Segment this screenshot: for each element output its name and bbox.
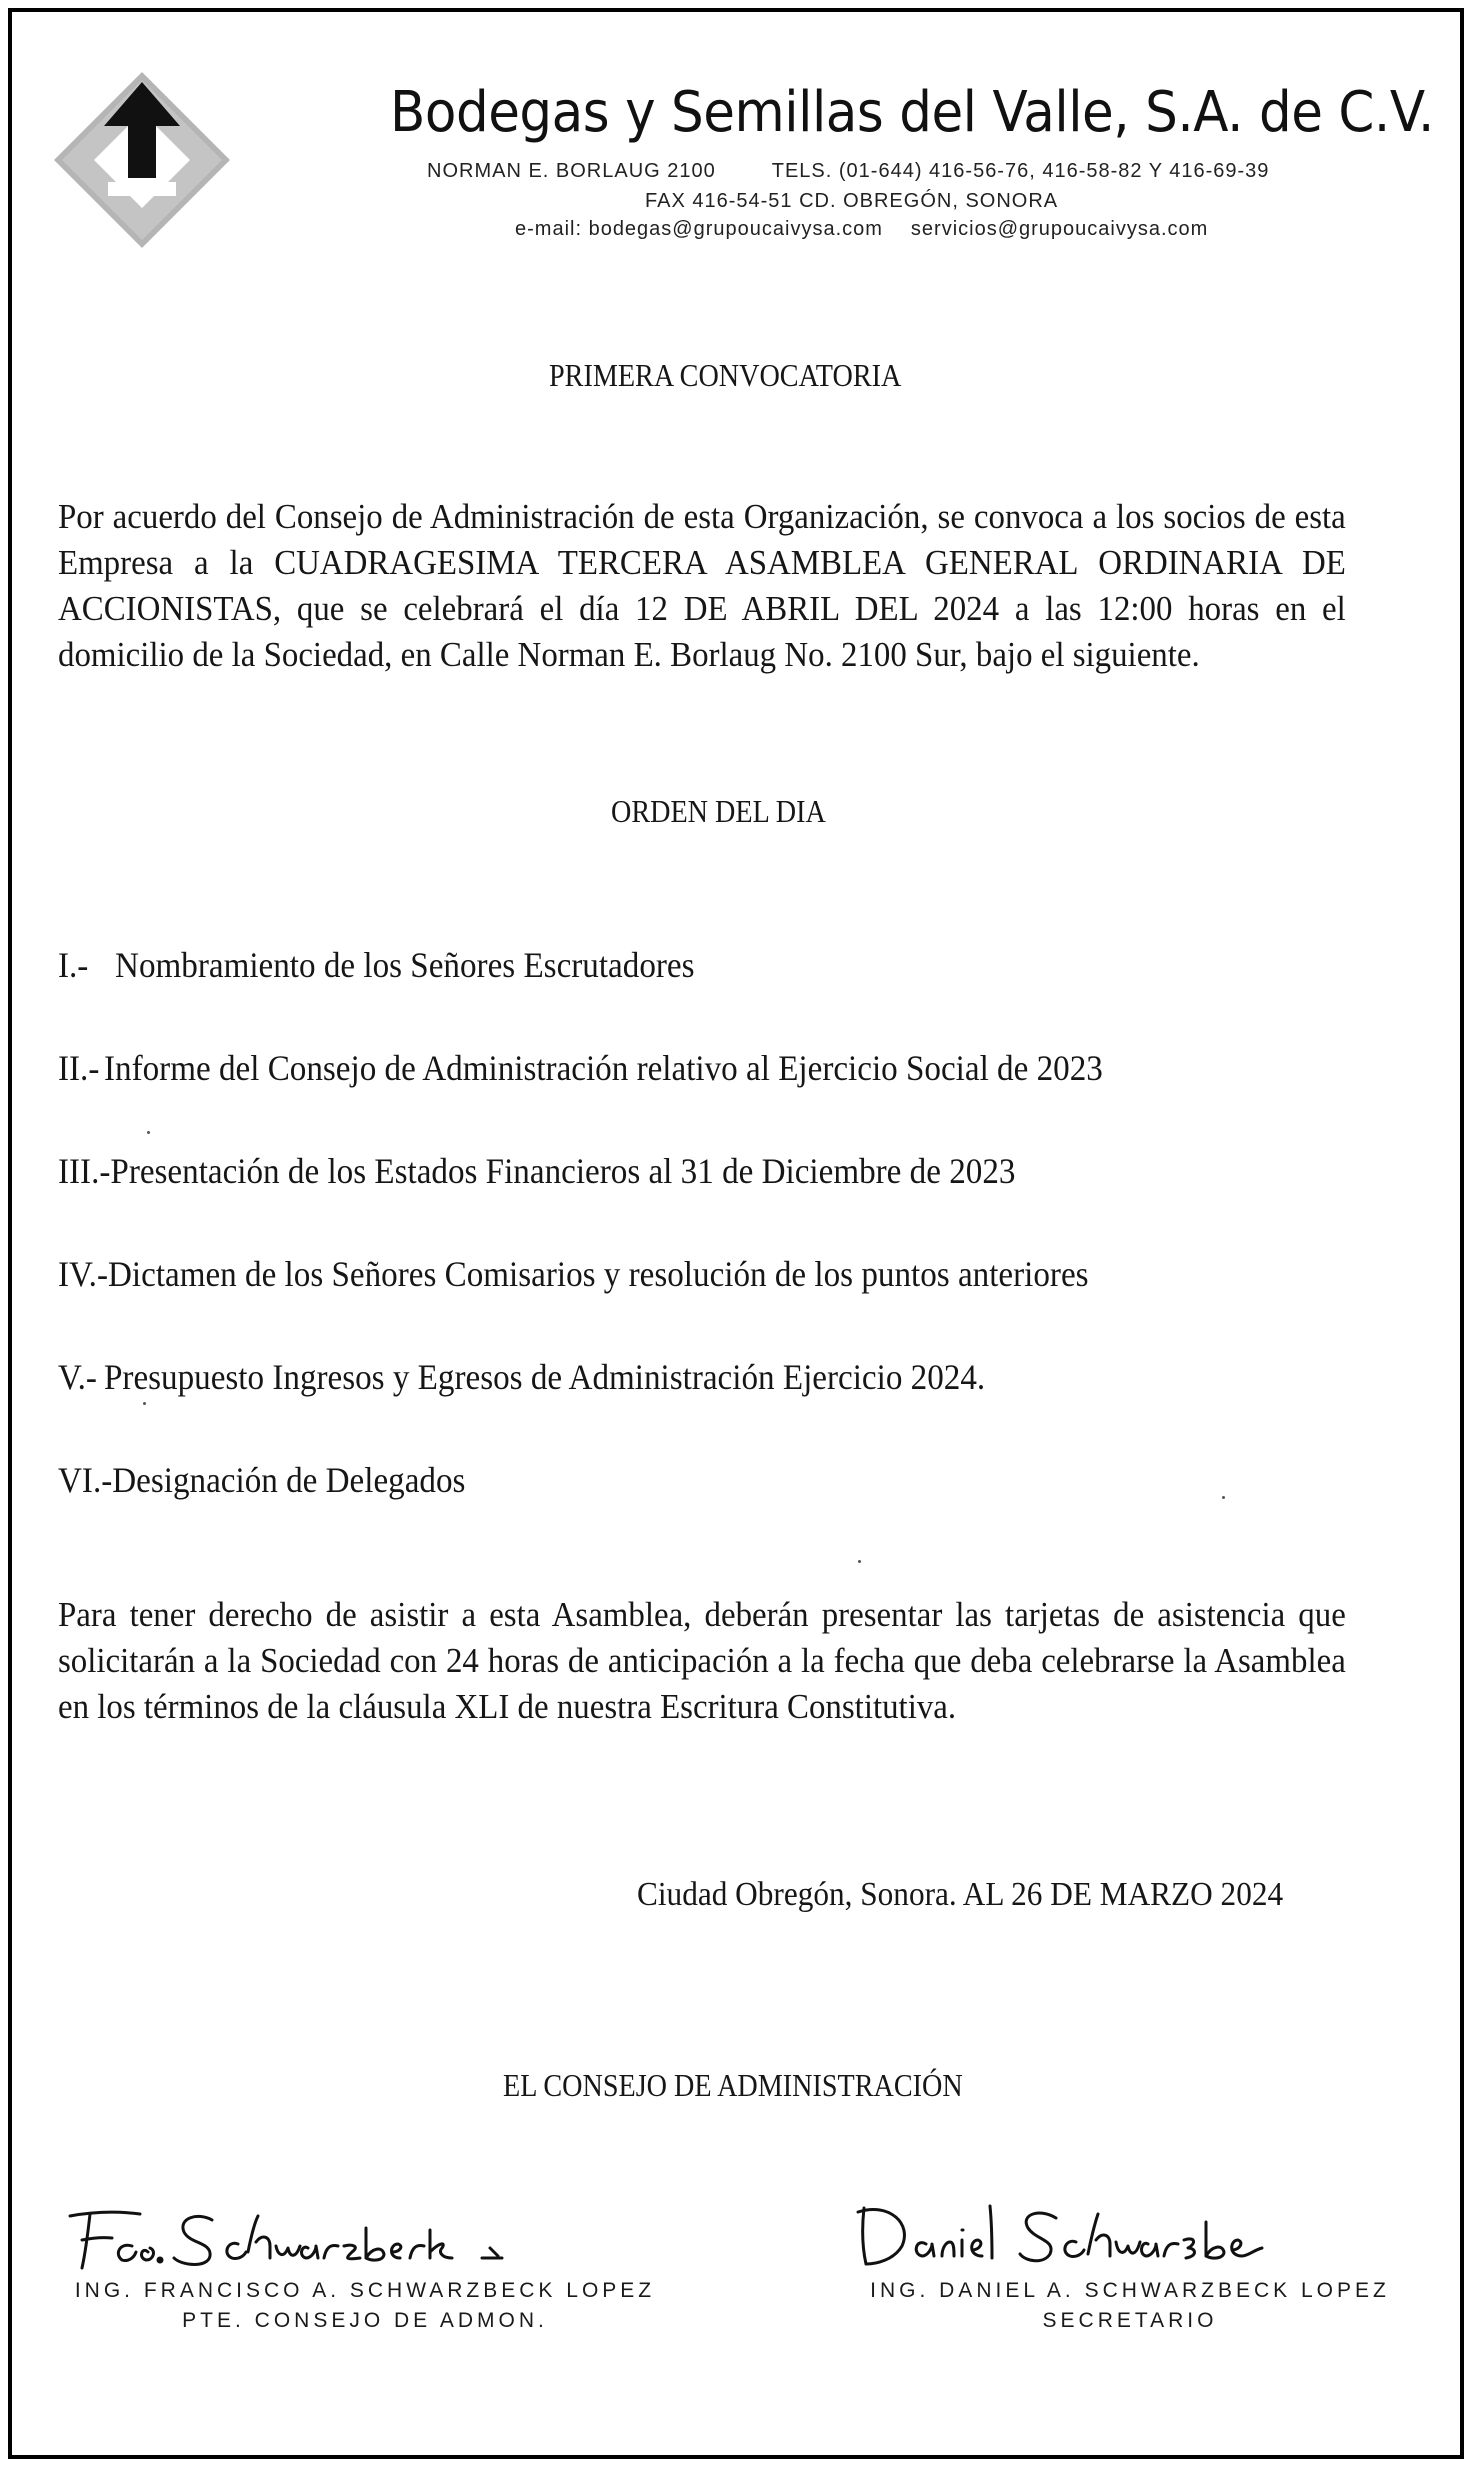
scan-speck xyxy=(143,1402,146,1405)
signature-left xyxy=(62,2202,562,2272)
scan-speck xyxy=(1222,1496,1225,1499)
agenda-item-number: II.- xyxy=(58,1048,100,1088)
signature-right xyxy=(850,2196,1270,2272)
company-address: NORMAN E. BORLAUG 2100 xyxy=(427,160,716,182)
agenda-item xyxy=(58,944,694,986)
agenda-item xyxy=(58,1459,465,1501)
attendance-paragraph: Para tener derecho de asistir a esta Asamblea, deberán presentar las tarjetas de asistencia que solicitarán a la Sociedad con 24 horas de anticipación a la fecha que deba celebrarse la Asamblea en los términos de la cláusula XLI de nuestra Escritura Constitutiva. xyxy=(58,1595,1346,1726)
company-email-2: servicios@grupoucaivysa.com xyxy=(910,218,1209,240)
contact-line-email xyxy=(515,218,1208,241)
scan-speck xyxy=(147,1131,150,1134)
contact-line-address xyxy=(427,160,1269,183)
agenda-item-number: I.- xyxy=(58,945,89,985)
agenda-item-text: Nombramiento de los Señores Escrutadores xyxy=(115,945,695,985)
place-date: Ciudad Obregón, Sonora. AL 26 DE MARZO 2024 xyxy=(637,1876,1284,1913)
issuer: EL CONSEJO DE ADMINISTRACIÓN xyxy=(503,2067,963,2103)
notice-intro: Por acuerdo del Consejo de Administración de esta Organización, se convoca a los socios de esta Empresa a la CUADRAGESIMA TERCERA ASAMBLEA GENERAL ORDINARIA DE ACCIONISTAS, que se celebrará el día 12 DE ABRIL DEL 2024 a las 12:00 horas en el domicilio de la Sociedad, en Calle Norman E. Borlaug No. 2100 Sur, bajo el siguiente. xyxy=(58,497,1346,674)
company-email-1: e-mail: bodegas@grupoucaivysa.com xyxy=(515,218,883,240)
agenda-item-text: Dictamen de los Señores Comisarios y resolución de los puntos anteriores xyxy=(107,1254,1089,1294)
signer-right-role: SECRETARIO xyxy=(1042,2309,1218,2332)
up-arrow-diamond-logo-icon xyxy=(52,70,232,250)
agenda-item-text: Presentación de los Estados Financieros al 31 de Diciembre de 2023 xyxy=(110,1151,1016,1191)
signer-left-name: ING. FRANCISCO A. SCHWARZBECK LOPEZ xyxy=(74,2279,656,2302)
agenda-item-text: Designación de Delegados xyxy=(112,1460,466,1500)
agenda-item-number: IV.- xyxy=(58,1254,108,1294)
scan-speck xyxy=(858,1560,861,1563)
signer-left-role: PTE. CONSEJO DE ADMON. xyxy=(182,2309,548,2332)
agenda-item xyxy=(58,1356,985,1398)
signer-right-name: ING. DANIEL A. SCHWARZBECK LOPEZ xyxy=(870,2279,1390,2302)
agenda-item-text: Presupuesto Ingresos y Egresos de Administración Ejercicio 2024. xyxy=(104,1357,986,1397)
agenda-item-text: Informe del Consejo de Administración relativo al Ejercicio Social de 2023 xyxy=(104,1048,1103,1088)
company-phones: TELS. (01-644) 416-56-76, 416-58-82 Y 416-69-39 xyxy=(771,160,1270,182)
agenda-title: ORDEN DEL DIA xyxy=(611,793,826,829)
company-fax-city: FAX 416-54-51 CD. OBREGÓN, SONORA xyxy=(645,190,1059,212)
agenda-item xyxy=(58,1253,1089,1295)
agenda-item xyxy=(58,1047,1103,1089)
notice-title: PRIMERA CONVOCATORIA xyxy=(549,357,902,393)
agenda-item-number: III.- xyxy=(58,1151,111,1191)
company-name: Bodegas y Semillas del Valle, S.A. de C.V. xyxy=(390,80,1434,145)
agenda-item-number: V.- xyxy=(58,1357,97,1397)
agenda-item xyxy=(58,1150,1015,1192)
agenda-item-number: VI.- xyxy=(58,1460,113,1500)
